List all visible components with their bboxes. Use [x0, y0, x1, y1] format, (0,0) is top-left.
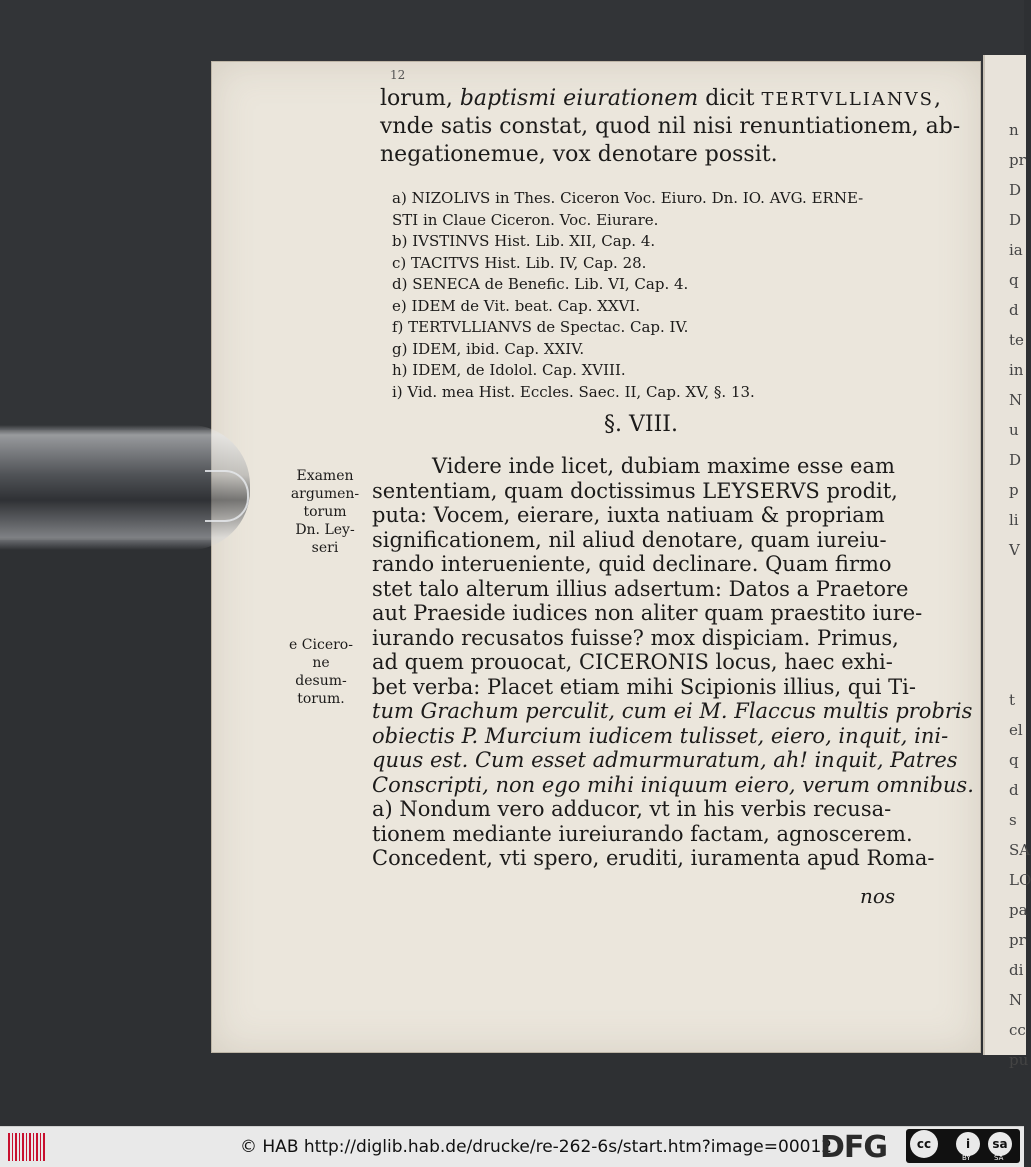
catchword: nos — [860, 884, 896, 908]
margin-note-line: argumen- — [290, 486, 360, 502]
footnote: STI in Claue Ciceron. Voc. Eiurare. — [392, 210, 659, 229]
paragraph-line: quus est. Cum esset admurmuratum, ah! inquit, Patres — [372, 748, 958, 772]
footnote: e) IDEM de Vit. beat. Cap. XXVI. — [392, 296, 641, 315]
footnote: c) TACITVS Hist. Lib. IV, Cap. 28. — [392, 253, 647, 272]
paragraph-line: sententiam, quam doctissimus LEYSERVS prodit, — [372, 478, 898, 503]
dfg-logo: DFG — [820, 1130, 888, 1165]
paragraph-line: Conscripti, non ego mihi iniquum eiero, verum omnibus. — [372, 772, 974, 797]
margin-note-examen — [290, 467, 360, 557]
page-signature: 12 — [390, 68, 406, 82]
sa-tag: SA — [994, 1154, 1004, 1162]
share-alike-icon: sa — [988, 1132, 1012, 1156]
margin-note-line: seri — [311, 540, 339, 556]
next-page-edge — [983, 55, 1031, 1069]
attribution-icon: i — [956, 1132, 980, 1156]
cc-icon: cc — [910, 1130, 938, 1158]
author-name: TERTVLLIANVS — [761, 89, 934, 110]
paragraph — [372, 454, 974, 871]
margin-note-cicerone — [286, 636, 356, 708]
body-line-3: negationemue, vox denotare possit. — [380, 142, 778, 167]
paragraph-line: Videre inde licet, dubiam maxime esse eam — [432, 454, 895, 478]
scan-clamp-tip — [205, 470, 249, 522]
paragraph-line: bet verba: Placet etiam mihi Scipionis illius, qui Ti- — [372, 674, 916, 699]
footnote: f) TERTVLLIANVS de Spectac. Cap. IV. — [392, 318, 689, 336]
paragraph-line: ad quem prouocat, CICERONIS locus, haec exhi- — [372, 650, 893, 674]
margin-note-line: torum — [303, 504, 347, 520]
viewer-footer — [0, 1126, 1024, 1167]
footnote: a) NIZOLIVS in Thes. Ciceron Voc. Eiuro. Dn. IO. AVG. ERNE- — [392, 189, 864, 207]
body-line-1 — [380, 86, 941, 113]
cc-license-badge[interactable] — [906, 1129, 1020, 1163]
body-text-italic: baptismi eiurationem — [459, 86, 699, 111]
paragraph-line: tum Grachum perculit, cum ei M. Flaccus multis probris — [372, 699, 973, 723]
hab-barcode-icon — [8, 1133, 46, 1161]
margin-note-line: torum. — [297, 691, 345, 707]
body-text-segment: , — [934, 86, 941, 111]
footnote: h) IDEM, de Idolol. Cap. XVIII. — [392, 361, 626, 379]
footnote: d) SENECA de Benefic. Lib. VI, Cap. 4. — [392, 275, 689, 293]
paragraph-line: significationem, nil aliud denotare, quam iureiu- — [372, 527, 887, 552]
footnote: i) Vid. mea Hist. Eccles. Saec. II, Cap. XV, §. 13. — [392, 382, 755, 401]
paragraph-line: Concedent, vti spero, eruditi, iuramenta apud Roma- — [372, 846, 935, 870]
body-line-2: vnde satis constat, quod nil nisi renuntiationem, ab- — [380, 114, 961, 139]
margin-note-line: Dn. Ley- — [295, 522, 355, 538]
paragraph-line: aut Praeside iudices non aliter quam praestito iure- — [372, 601, 923, 625]
paragraph-line: rando interueniente, quid declinare. Quam firmo — [372, 552, 892, 576]
paragraph-line: obiectis P. Murcium iudicem tulisset, eiero, inquit, ini- — [372, 723, 949, 748]
next-page-text: n pr D D ia q d te in N u D p li V t el q d s SA LO pa pr di N cc pu — [1009, 121, 1031, 1069]
margin-note-line: e Cicero- — [289, 637, 353, 653]
section-heading: §. VIII. — [604, 412, 678, 437]
paragraph-line: iurando recusatos fuisse? mox dispiciam. Primus, — [372, 625, 899, 650]
margin-note-line: Examen — [296, 468, 354, 484]
margin-note-line: ne desum- — [295, 655, 347, 689]
footnote: b) IVSTINVS Hist. Lib. XII, Cap. 4. — [392, 232, 656, 250]
paragraph-line: stet talo alterum illius adsertum: Datos a Praetore — [372, 576, 909, 601]
paragraph-line: tionem mediante iureiurando factam, agnoscerem. — [372, 821, 913, 846]
footnotes — [392, 188, 863, 403]
copyright-link[interactable]: © HAB http://diglib.hab.de/drucke/re-262-6s/start.htm?image=00012 — [240, 1137, 833, 1157]
body-text-segment: lorum, — [380, 86, 460, 111]
footnote: g) IDEM, ibid. Cap. XXIV. — [392, 339, 585, 358]
body-text-segment: dicit — [698, 86, 762, 111]
paragraph-line: puta: Vocem, eierare, iuxta natiuam & propriam — [372, 503, 885, 527]
book-page — [212, 62, 980, 1052]
by-tag: BY — [962, 1154, 971, 1162]
paragraph-line: a) Nondum vero adducor, vt in his verbis recusa- — [372, 797, 892, 821]
